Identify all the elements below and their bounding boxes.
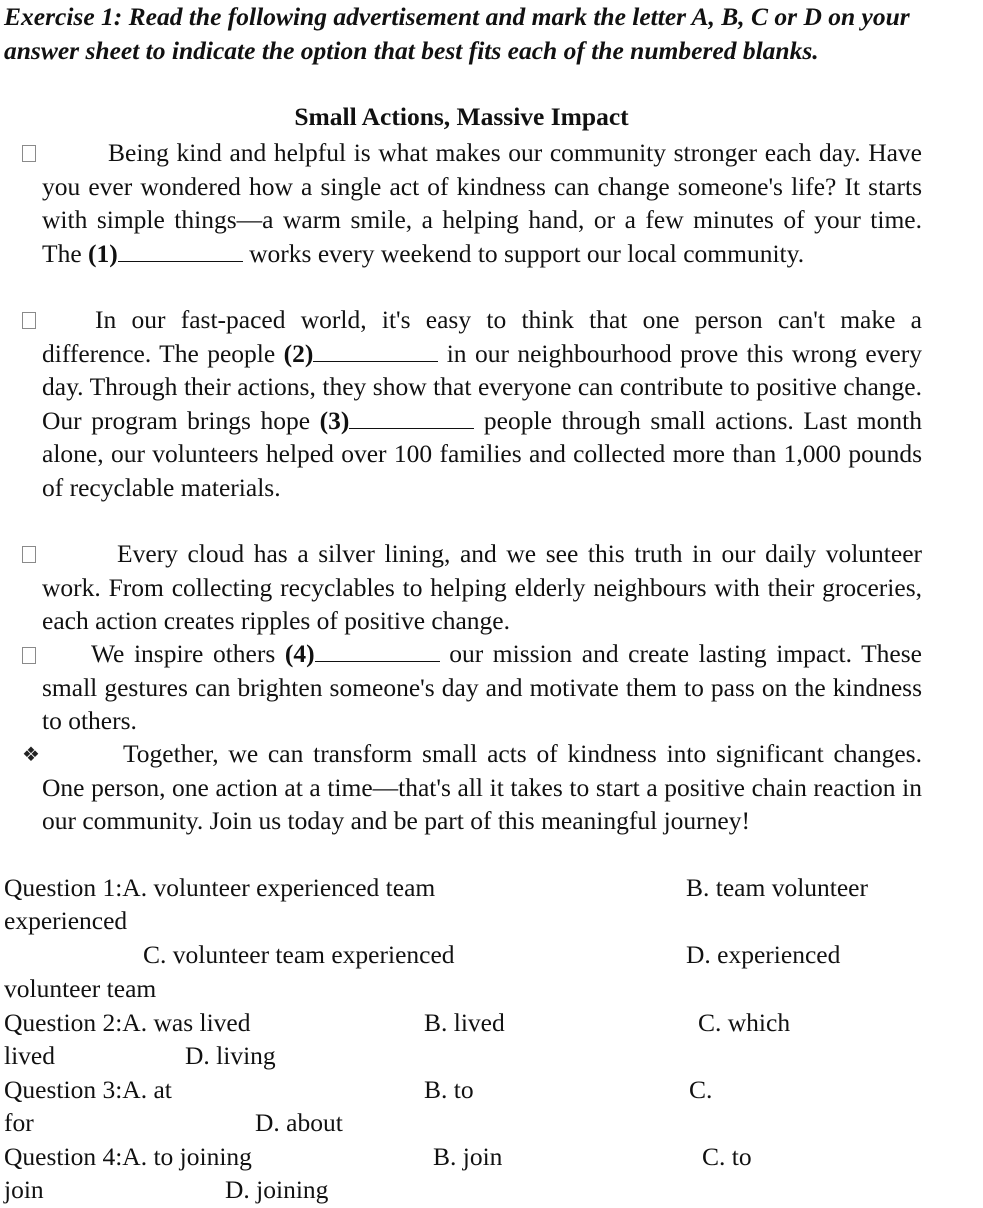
diamond-bullet-icon: ❖	[22, 744, 40, 766]
question-3-option-d[interactable]: D. about	[255, 1108, 343, 1137]
blank-1-number: (1)	[88, 238, 118, 268]
question-2-label: Question 2:	[4, 1008, 123, 1037]
question-3-option-c-continued: for	[4, 1108, 34, 1137]
question-2-option-d[interactable]: D. living	[185, 1041, 276, 1070]
bullet-box-icon	[22, 145, 36, 162]
paragraph-2	[42, 303, 922, 504]
question-1-option-b-continued: experienced	[4, 906, 128, 935]
question-1-option-d-continued: volunteer team	[4, 974, 157, 1003]
blank-2[interactable]	[284, 339, 439, 368]
question-2-option-c-continued: lived	[4, 1041, 55, 1070]
question-3-option-c[interactable]: C.	[689, 1075, 713, 1104]
paragraph-2-text-c: people through small actions. Last month alone, our volunteers helped over 100 families and collected more than 1,000 pounds of recyclable materials.	[42, 405, 922, 502]
question-3-label: Question 3:	[4, 1075, 123, 1104]
bullet-box-icon	[22, 312, 36, 329]
question-4-label: Question 4:	[4, 1142, 123, 1171]
question-1	[4, 871, 435, 905]
blank-4[interactable]	[285, 639, 440, 668]
exercise-heading: Exercise 1: Read the following advertisement and mark the letter A, B, C or D on your answer sheet to indicate the option that best fits each of the numbered blanks.	[4, 2, 910, 65]
bullet-box-icon	[22, 546, 36, 563]
paragraph-4-text-a: We inspire others	[91, 639, 285, 668]
paragraph-1-text-a: Being kind and helpful is what makes our community stronger each day. Have you ever wondered how a single act of kindness can change someone's life? It starts with simple things—a warm smile, a helping hand, or a few minutes of your time. The	[42, 138, 922, 268]
question-1-option-c[interactable]: C. volunteer team experienced	[143, 940, 455, 969]
question-4-option-c-continued: join	[4, 1175, 44, 1204]
question-2-option-c[interactable]: C. which	[698, 1008, 791, 1037]
paragraph-3-text: Every cloud has a silver lining, and we see this truth in our daily volunteer work. From collecting recyclables to helping elderly neighbours with their groceries, each action creates ripples of positive change.	[42, 539, 922, 635]
question-4	[4, 1140, 252, 1174]
blank-1[interactable]	[88, 239, 243, 268]
question-3	[4, 1073, 172, 1107]
advertisement-title: Small Actions, Massive Impact	[294, 102, 629, 131]
paragraph-5	[42, 737, 922, 838]
question-1-option-a[interactable]: A. volunteer experienced team	[122, 873, 436, 902]
paragraph-4-text-b: our mission and create lasting impact. These small gestures can brighten someone's day and motivate them to pass on the kindness to others.	[42, 639, 922, 735]
bullet-box-icon	[22, 647, 36, 664]
paragraph-3	[42, 537, 922, 638]
blank-3-number: (3)	[319, 405, 350, 435]
question-3-option-a[interactable]: A. at	[122, 1075, 172, 1104]
blank-2-number: (2)	[283, 338, 314, 368]
paragraph-1	[42, 136, 922, 270]
paragraph-1-text-b: works every weekend to support our local community.	[242, 238, 805, 268]
question-4-option-b[interactable]: B. join	[433, 1142, 503, 1171]
question-1-option-d[interactable]: D. experienced	[686, 940, 841, 969]
paragraph-2-text-b: in our neighbourhood prove this wrong every day. Through their actions, they show that everyone can contribute to positive change. Our program brings hope	[42, 338, 922, 435]
question-4-option-c[interactable]: C. to	[702, 1142, 752, 1171]
blank-3[interactable]	[320, 406, 475, 435]
question-1-option-b[interactable]: B. team volunteer	[686, 873, 868, 902]
blank-4-number: (4)	[284, 639, 315, 668]
question-2-option-a[interactable]: A. was lived	[122, 1008, 251, 1037]
paragraph-2-text-a: In our fast-paced world, it's easy to think that one person can't make a difference. The people	[42, 305, 922, 368]
paragraph-5-text: Together, we can transform small acts of kindness into significant changes. One person, one action at a time—that's all it takes to start a positive chain reaction in our community. Join us today and be part of this meaningful journey!	[42, 739, 922, 835]
question-2	[4, 1006, 250, 1040]
question-4-option-a[interactable]: A. to joining	[122, 1142, 252, 1171]
question-3-option-b[interactable]: B. to	[424, 1075, 474, 1104]
question-1-label: Question 1:	[4, 873, 123, 902]
paragraph-4	[42, 637, 922, 738]
question-4-option-d[interactable]: D. joining	[225, 1175, 329, 1204]
cropped-next-line	[0, 1200, 983, 1208]
question-2-option-b[interactable]: B. lived	[424, 1008, 505, 1037]
